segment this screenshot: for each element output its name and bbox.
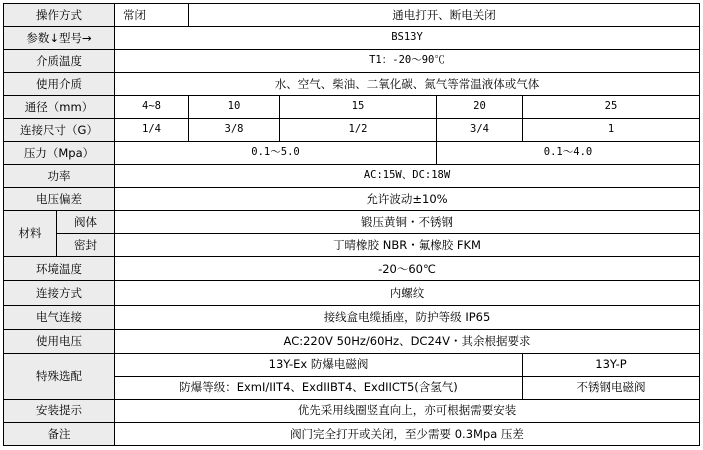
power-value: AC:15W、DC:18W — [115, 165, 700, 188]
pressure-value: 0.1～5.0 — [115, 142, 437, 165]
row-ambient-temp — [4, 257, 700, 281]
install-label: 安装提示 — [4, 399, 115, 422]
row-voltage — [4, 329, 700, 353]
row-parameter — [4, 27, 700, 50]
explosion-proof-title: 13Y-Ex 防爆电磁阀 — [115, 353, 523, 376]
connection-type-label: 连接方式 — [4, 281, 115, 305]
bore-label: 通径（mm） — [4, 96, 115, 119]
ambient-temp-label: 环境温度 — [4, 257, 115, 281]
medium-temp-label: 介质温度 — [4, 50, 115, 73]
row-connection-size — [4, 119, 700, 142]
voltage-deviation-value: 允许波动±10% — [115, 188, 700, 211]
electrical-label: 电气连接 — [4, 305, 115, 329]
row-special-options-title — [4, 353, 700, 376]
ambient-temp-value: -20～60℃ — [115, 257, 700, 281]
row-electrical — [4, 305, 700, 329]
material-body-value: 锻压黄铜・不锈钢 — [115, 211, 700, 234]
bore-value: 15 — [280, 96, 437, 119]
medium-value: 水、空气、柴油、二氧化碳、氮气等常温液体或气体 — [115, 73, 700, 96]
explosion-proof-grade: 防爆等级：ExmI/IIT4、ExdIIBT4、ExdIICT5(含氢气) — [115, 376, 523, 399]
connection-size-label: 连接尺寸（G） — [4, 119, 115, 142]
row-connection-type — [4, 281, 700, 305]
bore-value: 4~8 — [115, 96, 189, 119]
row-pressure — [4, 142, 700, 165]
connection-size-value: 1/2 — [280, 119, 437, 142]
row-operation — [4, 4, 700, 27]
power-label: 功率 — [4, 165, 115, 188]
row-material-seal — [4, 234, 700, 257]
note-label: 备注 — [4, 422, 115, 445]
material-label: 材料 — [4, 211, 57, 257]
install-value: 优先采用线圈竖直向上，亦可根据需要安装 — [115, 399, 700, 422]
spec-table — [3, 3, 700, 446]
material-body-label: 阀体 — [57, 211, 115, 234]
voltage-deviation-label: 电压偏差 — [4, 188, 115, 211]
bore-value: 25 — [523, 96, 700, 119]
pressure-label: 压力（Mpa） — [4, 142, 115, 165]
row-power — [4, 165, 700, 188]
medium-label: 使用介质 — [4, 73, 115, 96]
row-medium — [4, 73, 700, 96]
operation-mode: 常闭 — [115, 4, 189, 27]
voltage-value: AC:220V 50Hz/60Hz、DC24V・其余根据要求 — [115, 329, 700, 353]
parameter-label: 参数↓型号→ — [4, 27, 115, 50]
row-material-body — [4, 211, 700, 234]
stainless-valve-title: 13Y-P — [523, 353, 700, 376]
bore-value: 10 — [189, 96, 280, 119]
connection-size-value: 1 — [523, 119, 700, 142]
row-voltage-deviation — [4, 188, 700, 211]
row-bore — [4, 96, 700, 119]
pressure-value: 0.1～4.0 — [437, 142, 700, 165]
operation-label: 操作方式 — [4, 4, 115, 27]
row-note — [4, 422, 700, 445]
operation-value: 通电打开、断电关闭 — [189, 4, 700, 27]
row-install — [4, 399, 700, 422]
connection-size-value: 3/4 — [437, 119, 523, 142]
bore-value: 20 — [437, 96, 523, 119]
material-seal-label: 密封 — [57, 234, 115, 257]
special-options-label: 特殊选配 — [4, 353, 115, 399]
note-value: 阀门完全打开或关闭，至少需要 0.3Mpa 压差 — [115, 422, 700, 445]
connection-size-value: 3/8 — [189, 119, 280, 142]
model-value: BS13Y — [115, 27, 700, 50]
connection-type-value: 内螺纹 — [115, 281, 700, 305]
stainless-valve-desc: 不锈钢电磁阀 — [523, 376, 700, 399]
row-medium-temp — [4, 50, 700, 73]
electrical-value: 接线盒电缆插座，防护等级 IP65 — [115, 305, 700, 329]
voltage-label: 使用电压 — [4, 329, 115, 353]
medium-temp-value: T1：-20～90℃ — [115, 50, 700, 73]
material-seal-value: 丁晴橡胶 NBR・氟橡胶 FKM — [115, 234, 700, 257]
connection-size-value: 1/4 — [115, 119, 189, 142]
